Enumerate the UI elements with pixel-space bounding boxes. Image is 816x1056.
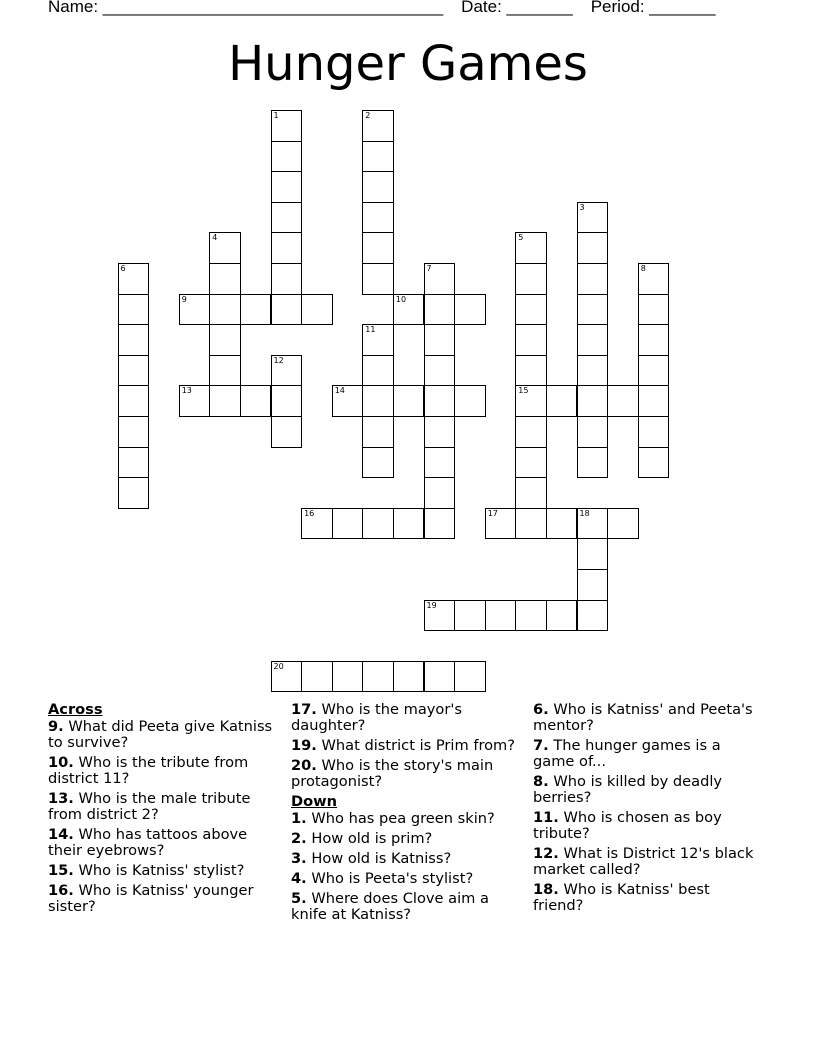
- crossword-cell[interactable]: [271, 355, 303, 387]
- crossword-cell[interactable]: [424, 324, 456, 356]
- crossword-cell[interactable]: [362, 110, 394, 142]
- crossword-cell[interactable]: [577, 508, 609, 540]
- crossword-cell[interactable]: [607, 508, 639, 540]
- cell-number: 20: [273, 661, 284, 671]
- crossword-cell[interactable]: [393, 508, 425, 540]
- clues-column-3: [533, 702, 763, 918]
- crossword-cell[interactable]: [301, 508, 333, 540]
- crossword-cell[interactable]: [577, 385, 609, 417]
- crossword-cell[interactable]: [515, 263, 547, 295]
- crossword-cell[interactable]: [332, 508, 364, 540]
- clue-across-13: 13. Who is the male tribute from district 2?: [48, 790, 251, 823]
- crossword-cell[interactable]: [362, 355, 394, 387]
- crossword-cell[interactable]: [179, 385, 211, 417]
- crossword-cell[interactable]: [424, 263, 456, 295]
- crossword-cell[interactable]: [118, 416, 150, 448]
- crossword-cell[interactable]: [577, 263, 609, 295]
- crossword-cell[interactable]: [424, 416, 456, 448]
- crossword-cell[interactable]: [118, 355, 150, 387]
- crossword-cell[interactable]: [515, 600, 547, 632]
- crossword-cell[interactable]: [577, 202, 609, 234]
- crossword-cell[interactable]: [393, 385, 425, 417]
- cell-number: 5: [518, 233, 524, 243]
- crossword-cell[interactable]: [271, 110, 303, 142]
- crossword-cell[interactable]: [362, 171, 394, 203]
- crossword-cell[interactable]: [301, 294, 333, 326]
- crossword-cell[interactable]: [362, 385, 394, 417]
- crossword-cell[interactable]: [546, 508, 578, 540]
- crossword-cell[interactable]: [454, 600, 486, 632]
- crossword-cell[interactable]: [546, 600, 578, 632]
- crossword-cell[interactable]: [271, 202, 303, 234]
- crossword-cell[interactable]: [515, 294, 547, 326]
- crossword-cell[interactable]: [577, 447, 609, 479]
- clue-across-14: 14. Who has tattoos above their eyebrows?: [48, 826, 248, 859]
- clue-down-8: 8. Who is killed by deadly berries?: [533, 773, 723, 806]
- crossword-cell[interactable]: [638, 355, 670, 387]
- crossword-cell[interactable]: [271, 232, 303, 264]
- crossword-cell[interactable]: [362, 324, 394, 356]
- crossword-cell[interactable]: [362, 447, 394, 479]
- crossword-cell[interactable]: [577, 416, 609, 448]
- crossword-cell[interactable]: [362, 661, 394, 693]
- crossword-cell[interactable]: [485, 508, 517, 540]
- cell-number: 18: [579, 508, 590, 518]
- crossword-cell[interactable]: [271, 263, 303, 295]
- crossword-cell[interactable]: [515, 324, 547, 356]
- crossword-cell[interactable]: [240, 294, 272, 326]
- crossword-cell[interactable]: [577, 569, 609, 601]
- crossword-cell[interactable]: [332, 661, 364, 693]
- across-heading: Across: [48, 701, 103, 718]
- crossword-cell[interactable]: [577, 355, 609, 387]
- clue-down-7: 7. The hunger games is a game of...: [533, 737, 721, 770]
- crossword-cell[interactable]: [638, 447, 670, 479]
- crossword-cell[interactable]: [454, 661, 486, 693]
- crossword-cell[interactable]: [638, 294, 670, 326]
- cell-number: 13: [181, 386, 192, 396]
- crossword-cell[interactable]: [607, 385, 639, 417]
- cell-number: 1: [273, 111, 279, 120]
- crossword-cell[interactable]: [485, 600, 517, 632]
- clue-across-19: 19. What district is Prim from?: [291, 737, 516, 754]
- cell-number: 9: [181, 294, 187, 304]
- cell-number: 4: [212, 233, 218, 243]
- clues-column-1: [48, 702, 278, 919]
- crossword-cell[interactable]: [332, 385, 364, 417]
- cell-number: 14: [334, 386, 345, 396]
- crossword-cell[interactable]: [118, 447, 150, 479]
- crossword-cell[interactable]: [424, 294, 456, 326]
- clue-down-6: 6. Who is Katniss' and Peeta's mentor?: [533, 701, 753, 734]
- cell-number: 15: [518, 386, 529, 396]
- crossword-cell[interactable]: [362, 416, 394, 448]
- clue-down-12: 12. What is District 12's black market called?: [533, 845, 754, 878]
- crossword-cell[interactable]: [546, 385, 578, 417]
- crossword-cell[interactable]: [362, 232, 394, 264]
- date-field[interactable]: Date: _______: [461, 0, 573, 16]
- crossword-cell[interactable]: [118, 324, 150, 356]
- crossword-cell[interactable]: [515, 416, 547, 448]
- crossword-cell[interactable]: [577, 538, 609, 570]
- crossword-cell[interactable]: [209, 294, 241, 326]
- crossword-cell[interactable]: [638, 416, 670, 448]
- crossword-cell[interactable]: [638, 324, 670, 356]
- crossword-cell[interactable]: [362, 508, 394, 540]
- crossword-cell[interactable]: [271, 661, 303, 693]
- clue-across-17: 17. Who is the mayor's daughter?: [291, 701, 462, 734]
- crossword-cell[interactable]: [179, 294, 211, 326]
- clue-across-20: 20. Who is the story's main protagonist?: [291, 757, 494, 790]
- crossword-cell[interactable]: [424, 477, 456, 509]
- crossword-cell[interactable]: [271, 141, 303, 173]
- crossword-cell[interactable]: [515, 232, 547, 264]
- cell-number: 6: [120, 264, 126, 273]
- cell-number: 2: [365, 111, 371, 120]
- crossword-cell[interactable]: [209, 324, 241, 356]
- clue-down-11: 11. Who is chosen as boy tribute?: [533, 809, 722, 842]
- cell-number: 8: [640, 264, 646, 273]
- clue-down-3: 3. How old is Katniss?: [291, 850, 452, 867]
- page-title: Hunger Games: [228, 36, 588, 92]
- clue-across-16: 16. Who is Katniss' younger sister?: [48, 882, 254, 915]
- crossword-cell[interactable]: [424, 661, 456, 693]
- crossword-cell[interactable]: [362, 263, 394, 295]
- down-heading: Down: [291, 793, 338, 810]
- clue-across-10: 10. Who is the tribute from district 11?: [48, 754, 249, 787]
- crossword-cell[interactable]: [515, 447, 547, 479]
- clue-down-18: 18. Who is Katniss' best friend?: [533, 881, 710, 914]
- crossword-cell[interactable]: [577, 232, 609, 264]
- crossword-cell[interactable]: [577, 324, 609, 356]
- crossword-cell[interactable]: [577, 600, 609, 632]
- clue-down-5: 5. Where does Clove aim a knife at Katniss?: [291, 890, 489, 923]
- crossword-cell[interactable]: [454, 385, 486, 417]
- cell-number: 16: [304, 508, 315, 518]
- crossword-cell[interactable]: [271, 416, 303, 448]
- clues-column-2: [291, 702, 521, 927]
- crossword-cell[interactable]: [118, 294, 150, 326]
- crossword-cell[interactable]: [209, 232, 241, 264]
- cell-number: 7: [426, 264, 432, 273]
- crossword-cell[interactable]: [362, 202, 394, 234]
- crossword-cell[interactable]: [454, 294, 486, 326]
- crossword-cell[interactable]: [515, 355, 547, 387]
- name-field[interactable]: Name: ____________________________________: [48, 0, 444, 16]
- crossword-cell[interactable]: [271, 171, 303, 203]
- crossword-cell[interactable]: [515, 477, 547, 509]
- crossword-cell[interactable]: [118, 477, 150, 509]
- period-field[interactable]: Period: _______: [590, 0, 716, 16]
- crossword-cell[interactable]: [424, 508, 456, 540]
- crossword-cell[interactable]: [424, 355, 456, 387]
- crossword-cell[interactable]: [424, 385, 456, 417]
- cell-number: 3: [579, 202, 585, 212]
- clue-across-15: 15. Who is Katniss' stylist?: [48, 862, 245, 879]
- crossword-cell[interactable]: [424, 447, 456, 479]
- cell-number: 10: [395, 294, 407, 304]
- crossword-cell[interactable]: [577, 294, 609, 326]
- crossword-cell[interactable]: [301, 661, 333, 693]
- clue-down-4: 4. Who is Peeta's stylist?: [291, 870, 474, 887]
- cell-number: 19: [426, 600, 437, 610]
- crossword-cell[interactable]: [638, 263, 670, 295]
- crossword-cell[interactable]: [362, 141, 394, 173]
- clue-down-1: 1. Who has pea green skin?: [291, 810, 495, 827]
- crossword-cell[interactable]: [393, 661, 425, 693]
- crossword-cell[interactable]: [118, 385, 150, 417]
- crossword-cell[interactable]: [393, 294, 425, 326]
- crossword-cell[interactable]: [209, 385, 241, 417]
- crossword-cell[interactable]: [515, 508, 547, 540]
- crossword-cell[interactable]: [209, 355, 241, 387]
- cell-number: 12: [273, 355, 284, 365]
- crossword-cell[interactable]: [424, 600, 456, 632]
- crossword-cell[interactable]: [515, 385, 547, 417]
- crossword-cell[interactable]: [240, 385, 272, 417]
- crossword-cell[interactable]: [271, 385, 303, 417]
- crossword-cell[interactable]: [209, 263, 241, 295]
- cell-number: 17: [487, 508, 498, 518]
- clue-across-9: 9. What did Peeta give Katniss to survive?: [48, 718, 273, 751]
- cell-number: 11: [365, 325, 376, 335]
- crossword-cell[interactable]: [118, 263, 150, 295]
- crossword-cell[interactable]: [638, 385, 670, 417]
- clue-down-2: 2. How old is prim?: [291, 830, 433, 847]
- crossword-cell[interactable]: [271, 294, 303, 326]
